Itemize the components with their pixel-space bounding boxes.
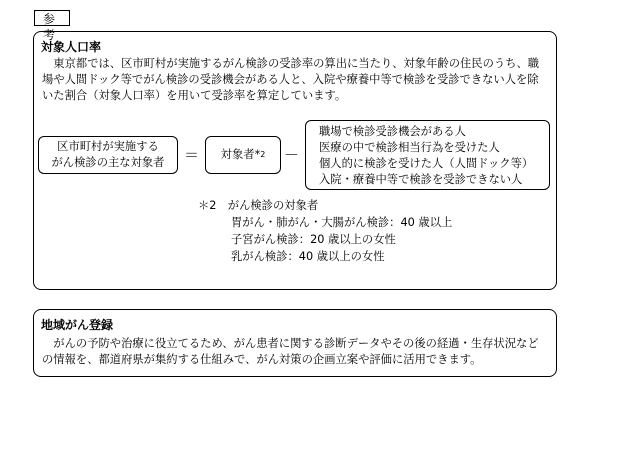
exclusion-item: 医療の中で検診相当行為を受けた人 — [319, 141, 500, 154]
minus-sign: － — [284, 146, 300, 164]
formula-target-label: 対象者* — [220, 148, 261, 161]
note-line: 子宮がん検診：20 歳以上の女性 — [231, 233, 396, 246]
panel-paragraph: がんの予防や治療に役立てるため、がん患者に関する診断データやその後の経過・生存状況などの情報を、都道府県が集約する仕組みで、がん対策の企画立案や評価に活用できます。 — [42, 337, 539, 366]
regional-cancer-registry-panel — [33, 309, 557, 377]
reference-tag: 参 考 — [34, 10, 70, 26]
formula-target-box — [205, 136, 281, 174]
note-title: ＊2 がん検診の対象者 — [198, 199, 319, 212]
note-line: 胃がん・肺がん・大腸がん検診：40 歳以上 — [231, 216, 453, 229]
exclusion-item: 入院・療養中等で検診を受診できない人 — [319, 173, 523, 186]
formula-lhs-box — [38, 136, 178, 174]
formula-lhs-line1: 区市町村が実施する — [57, 140, 159, 153]
panel-paragraph: 東京都では、区市町村が実施するがん検診の受診率の算出に当たり、対象年齢の住民のうち、職場や人間ドック等でがん検診の受診機会がある人と、入院や療養中等で検診を受診できない人を除いた割合（対象人口率）を用いて受診率を算定しています。 — [42, 57, 540, 102]
panel-heading: 地域がん登録 — [41, 318, 114, 332]
equals-sign: ＝ — [184, 146, 200, 164]
panel-heading: 対象人口率 — [41, 40, 102, 54]
exclusion-item: 個人的に検診を受けた人（人間ドック等） — [319, 157, 534, 170]
formula-exclusions-box — [305, 120, 550, 190]
formula-target-sup: 2 — [260, 150, 266, 159]
exclusion-item: 職場で検診受診機会がある人 — [319, 125, 466, 138]
target-population-rate-panel — [33, 31, 557, 290]
note-line: 乳がん検診：40 歳以上の女性 — [231, 250, 385, 263]
formula-lhs-line2: がん検診の主な対象者 — [51, 156, 165, 169]
